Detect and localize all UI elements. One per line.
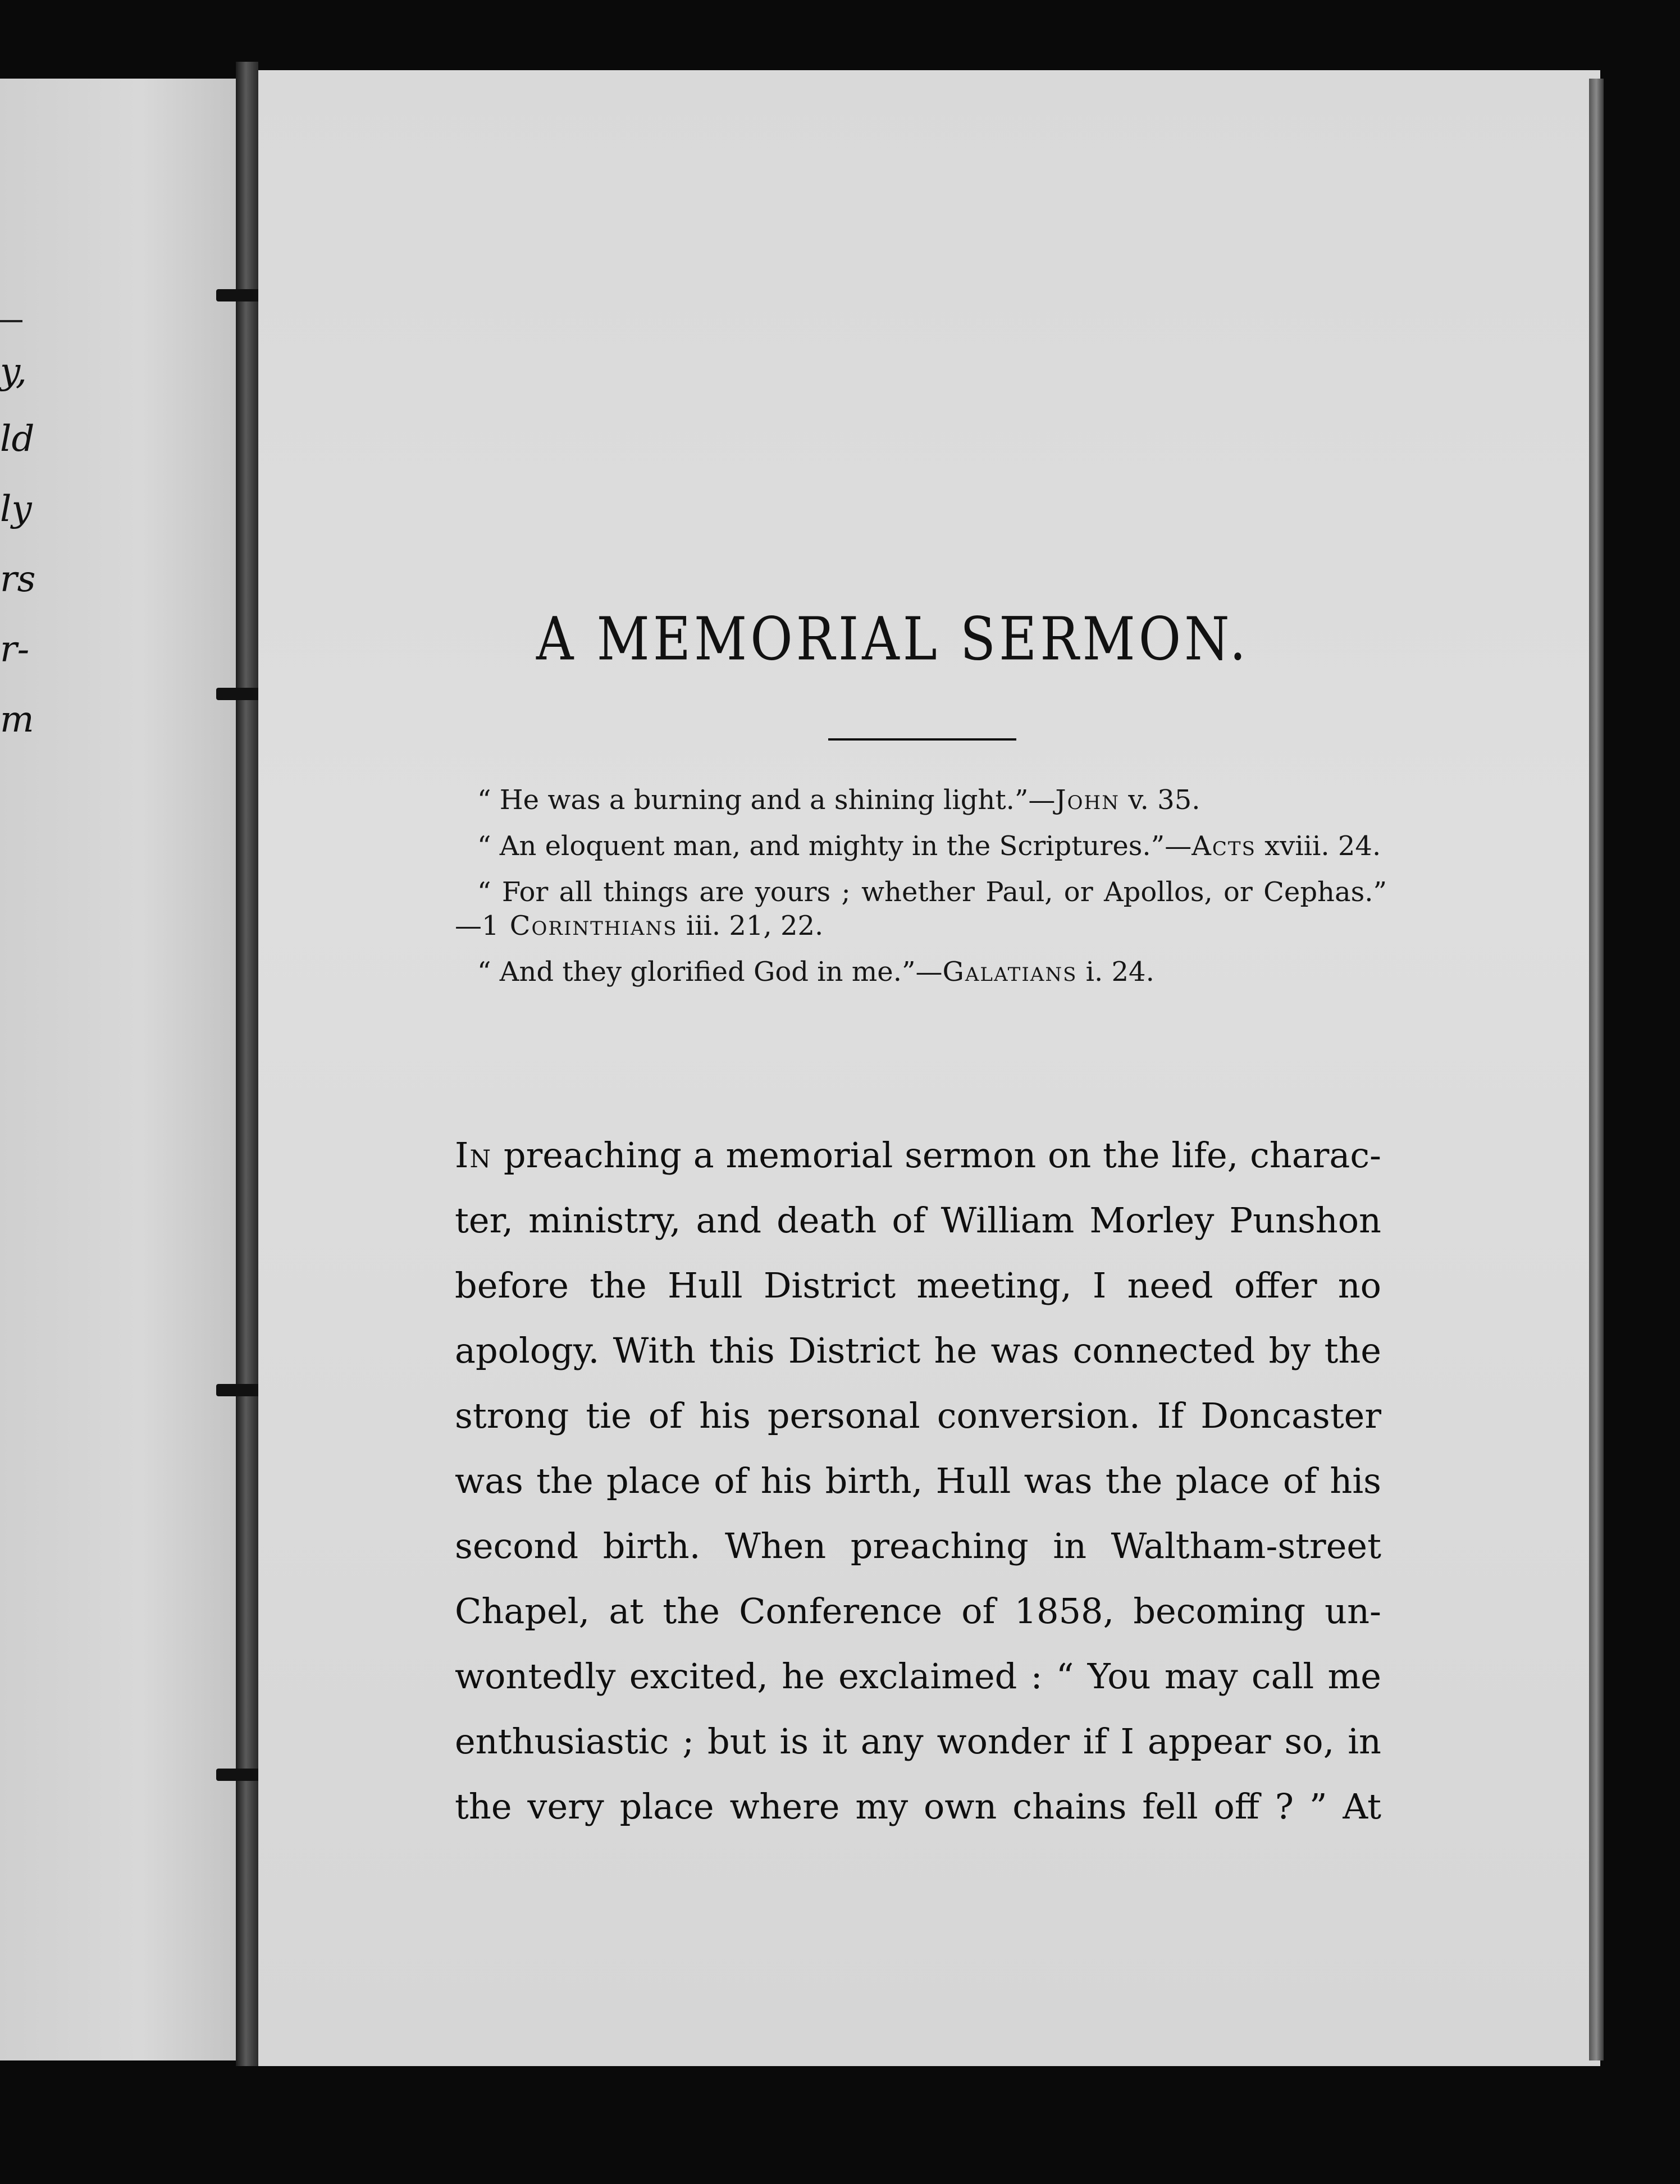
epigraph-quote: “ He was a burning and a shining light.”—	[477, 784, 1056, 816]
page-edge	[1589, 79, 1604, 2060]
title-rule	[828, 738, 1016, 741]
epigraphs	[455, 783, 1387, 1001]
epigraph-source: 1 Corinthians	[482, 910, 678, 942]
epigraph	[455, 955, 1387, 989]
facing-page-text: ld	[0, 418, 35, 460]
body-line: was the place of his birth, Hull was the place of his	[455, 1460, 1381, 1501]
epigraph-quote: “ An eloquent man, and mighty in the Scriptures.”—	[477, 830, 1192, 862]
body-line	[455, 1123, 1381, 1188]
body-line: strong tie of his personal conversion. If Doncaster	[455, 1395, 1381, 1436]
epigraph-quote: “ For all things are yours ; whether Paul, or Apollos, or Cephas.” —	[455, 876, 1387, 942]
body-line: second birth. When preaching in Waltham-street	[455, 1525, 1381, 1566]
page-title: A MEMORIAL SERMON.	[536, 604, 1249, 674]
facing-page-text: m	[0, 699, 34, 741]
epigraph-reference: v. 35.	[1119, 784, 1200, 816]
epigraph-source: John	[1055, 784, 1120, 816]
epigraph-reference: i. 24.	[1077, 956, 1154, 988]
facing-page-text: ly	[0, 488, 32, 530]
body-line: Chapel, at the Conference of 1858, becoming un-	[455, 1591, 1381, 1632]
facing-page-rule	[0, 320, 22, 322]
body-line-text: preaching a memorial sermon on the life, charac-	[492, 1135, 1381, 1176]
epigraph-quote: “ And they glorified God in me.”—	[477, 956, 943, 988]
facing-page-text: rs	[0, 559, 36, 600]
body-line: apology. With this District he was connected by the	[455, 1330, 1381, 1371]
epigraph-source: Acts	[1191, 830, 1256, 862]
body-line: enthusiastic ; but is it any wonder if I appear so, in	[455, 1721, 1381, 1762]
epigraph	[455, 783, 1387, 817]
facing-page-fragment	[0, 79, 236, 2060]
epigraph	[455, 875, 1387, 943]
epigraph-source: Galatians	[942, 956, 1078, 988]
epigraph-reference: xviii. 24.	[1256, 830, 1381, 862]
body-line: wontedly excited, he exclaimed : “ You may call me	[455, 1656, 1381, 1697]
drop-cap: In	[455, 1135, 492, 1176]
epigraph	[455, 829, 1387, 863]
body-line: the very place where my own chains fell off ? ” At	[455, 1786, 1381, 1827]
body-paragraph	[455, 1123, 1381, 1839]
body-line: before the Hull District meeting, I need offer no	[455, 1265, 1381, 1306]
epigraph-reference: iii. 21, 22.	[677, 910, 824, 942]
facing-page-text: y,	[0, 351, 27, 392]
facing-page-text: r-	[0, 629, 30, 670]
body-line: ter, ministry, and death of William Morley Punshon	[455, 1200, 1381, 1241]
book-gutter	[236, 62, 258, 2066]
